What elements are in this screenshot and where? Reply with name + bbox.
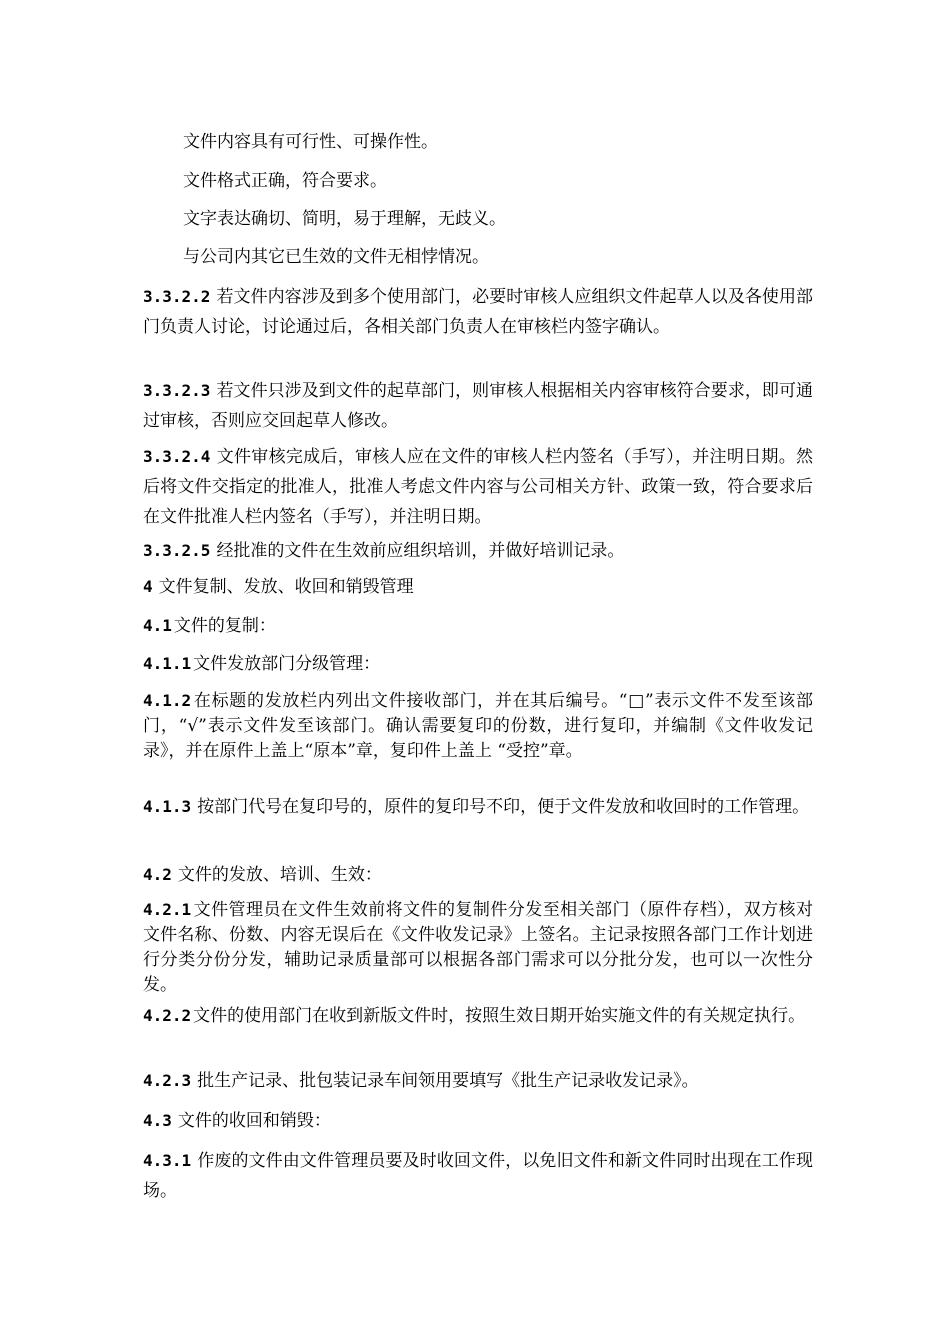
section-title: 文件的复制： bbox=[173, 616, 276, 636]
clause-3-3-2-4 bbox=[143, 442, 813, 532]
clause-text: 若文件内容涉及到多个使用部门，必要时审核人应组织文件起草人以及各使用部门负责人讨论，讨论通过后，各相关部门负责人在审核栏内签字确认。 bbox=[143, 287, 813, 337]
clause-number: 3.3.2.2 bbox=[143, 287, 211, 306]
requirement-line-4: 与公司内其它已生效的文件无相悖情况。 bbox=[183, 247, 489, 267]
clause-text: 若文件只涉及到文件的起草部门，则审核人根据相关内容审核符合要求，即可通过审核，否则应交回起草人修改。 bbox=[143, 381, 813, 431]
clause-number: 3.3.2.5 bbox=[143, 541, 211, 560]
clause-4-2-1 bbox=[143, 897, 813, 998]
section-title: 文件的发放、培训、生效： bbox=[177, 865, 382, 885]
clause-number: 4.2.2 bbox=[143, 1006, 192, 1025]
section-4-3-heading bbox=[143, 1106, 813, 1136]
clause-4-1-2 bbox=[143, 688, 813, 764]
requirement-line-3: 文字表达确切、简明，易于理解，无歧义。 bbox=[183, 209, 506, 229]
clause-text: 在标题的发放栏内列出文件接收部门，并在其后编号。“□”表示文件不发至该部门，“√”表示文件发至该部门。确认需要复印的份数，进行复印，并编制《文件收发记录》，并在原件上盖上“原本”章，复印件上盖上 “受控”章。 bbox=[143, 691, 813, 761]
section-4-1-heading bbox=[143, 611, 813, 641]
clause-number: 3.3.2.3 bbox=[143, 381, 211, 400]
clause-text: 文件管理员在文件生效前将文件的复制件分发至相关部门（原件存档），双方核对文件名称、份数、内容无误后在《文件收发记录》上签名。主记录按照各部门工作计划进行分类分份分发，辅助记录质量部可以根据各部门需求可以分批分发，也可以一次性分发。 bbox=[143, 900, 813, 995]
clause-text: 批生产记录、批包装记录车间领用要填写《批生产记录收发记录》。 bbox=[197, 1071, 699, 1091]
clause-number: 4.2.3 bbox=[143, 1071, 192, 1090]
clause-text: 文件发放部门分级管理： bbox=[193, 654, 381, 674]
section-number: 4 bbox=[143, 577, 153, 596]
clause-4-1-3 bbox=[143, 792, 813, 822]
section-title: 文件的收回和销毁： bbox=[177, 1111, 331, 1131]
clause-text: 文件的使用部门在收到新版文件时，按照生效日期开始实施文件的有关规定执行。 bbox=[193, 1006, 806, 1026]
clause-3-3-2-3 bbox=[143, 376, 813, 436]
clause-number: 4.1.1 bbox=[143, 654, 192, 673]
clause-4-3-1 bbox=[143, 1146, 813, 1206]
clause-text: 文件审核完成后，审核人应在文件的审核人栏内签名（手写），并注明日期。然后将文件交指定的批准人，批准人考虑文件内容与公司相关方针、政策一致，符合要求后在文件批准人栏内签名（手写），并注明日期。 bbox=[143, 447, 813, 527]
section-number: 4.1 bbox=[143, 616, 172, 635]
clause-number: 4.1.3 bbox=[143, 797, 192, 816]
clause-text: 经批准的文件在生效前应组织培训，并做好培训记录。 bbox=[216, 541, 625, 561]
section-title: 文件复制、发放、收回和销毁管理 bbox=[158, 577, 414, 597]
requirement-line-2: 文件格式正确，符合要求。 bbox=[183, 171, 387, 191]
clause-4-1-1 bbox=[143, 649, 813, 679]
section-4-2-heading bbox=[143, 860, 813, 890]
clause-4-2-2 bbox=[143, 1001, 813, 1031]
clause-text: 按部门代号在复印号的，原件的复印号不印，便于文件发放和收回时的工作管理。 bbox=[197, 797, 810, 817]
clause-number: 4.2.1 bbox=[143, 900, 192, 919]
section-number: 4.3 bbox=[143, 1111, 172, 1130]
clause-4-2-3 bbox=[143, 1066, 813, 1096]
clause-number: 3.3.2.4 bbox=[143, 447, 211, 466]
clause-text: 作废的文件由文件管理员要及时收回文件，以免旧文件和新文件同时出现在工作现场。 bbox=[143, 1151, 813, 1201]
clause-3-3-2-5 bbox=[143, 536, 813, 566]
requirement-line-1: 文件内容具有可行性、可操作性。 bbox=[183, 132, 438, 152]
section-4-heading bbox=[143, 572, 813, 602]
clause-number: 4.3.1 bbox=[143, 1151, 192, 1170]
section-number: 4.2 bbox=[143, 865, 172, 884]
clause-number: 4.1.2 bbox=[143, 691, 192, 710]
clause-3-3-2-2 bbox=[143, 282, 813, 342]
